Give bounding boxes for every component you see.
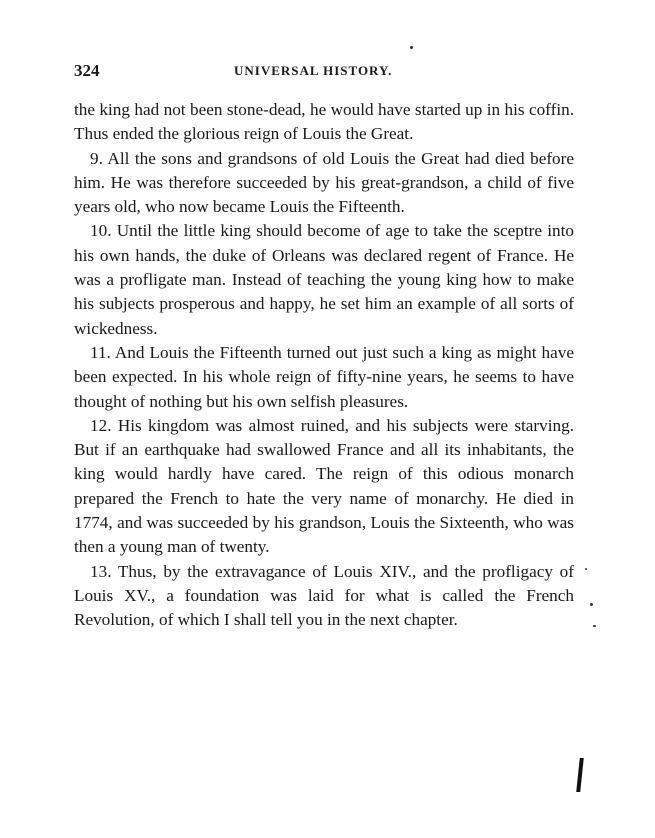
print-speck <box>590 603 593 606</box>
print-speck <box>585 568 587 570</box>
running-title: UNIVERSAL HISTORY. <box>234 63 393 78</box>
body-text <box>74 98 574 633</box>
running-header <box>74 58 574 84</box>
paragraph-11: 11. And Louis the Fifteenth turned out just such a king as might have been expected. In his whole reign of fifty-nine years, he seems to have thought of nothing but his own selfish pleasures. <box>74 342 574 411</box>
margin-ink-mark <box>576 758 584 792</box>
page-number: 324 <box>74 61 100 80</box>
book-page <box>74 58 574 633</box>
paragraph-continuation: the king had not been stone-dead, he would have started up in his coffin. Thus ended the glorious reign of Louis the Great. <box>74 100 574 144</box>
paragraph-13: 13. Thus, by the extravagance of Louis XIV., and the profligacy of Louis XV., a foundation was laid for what is called the French Revolution, of which I shall tell you in the next chapter. <box>74 561 574 630</box>
paragraph-10: 10. Until the little king should become of age to take the sceptre into his own hands, the duke of Orleans was declared regent of France. He was a profligate man. Instead of teaching the young king how to make his subjects prosperous and happy, he set him an example of all sorts of wickedness. <box>74 221 574 338</box>
paragraph-12: 12. His kingdom was almost ruined, and his subjects were starving. But if an earthquake had swallowed France and all its inhabitants, the king would hardly have cared. The reign of this odious monarch prepared the French to hate the very name of monarchy. He died in 1774, and was succeeded by his grandson, Louis the Sixteenth, who was then a young man of twenty. <box>74 415 574 557</box>
paragraph-9: 9. All the sons and grandsons of old Louis the Great had died before him. He was therefore succeeded by his great-grandson, a child of five years old, who now became Louis the Fifteenth. <box>74 148 574 217</box>
print-speck <box>593 625 596 627</box>
print-speck <box>410 46 413 49</box>
